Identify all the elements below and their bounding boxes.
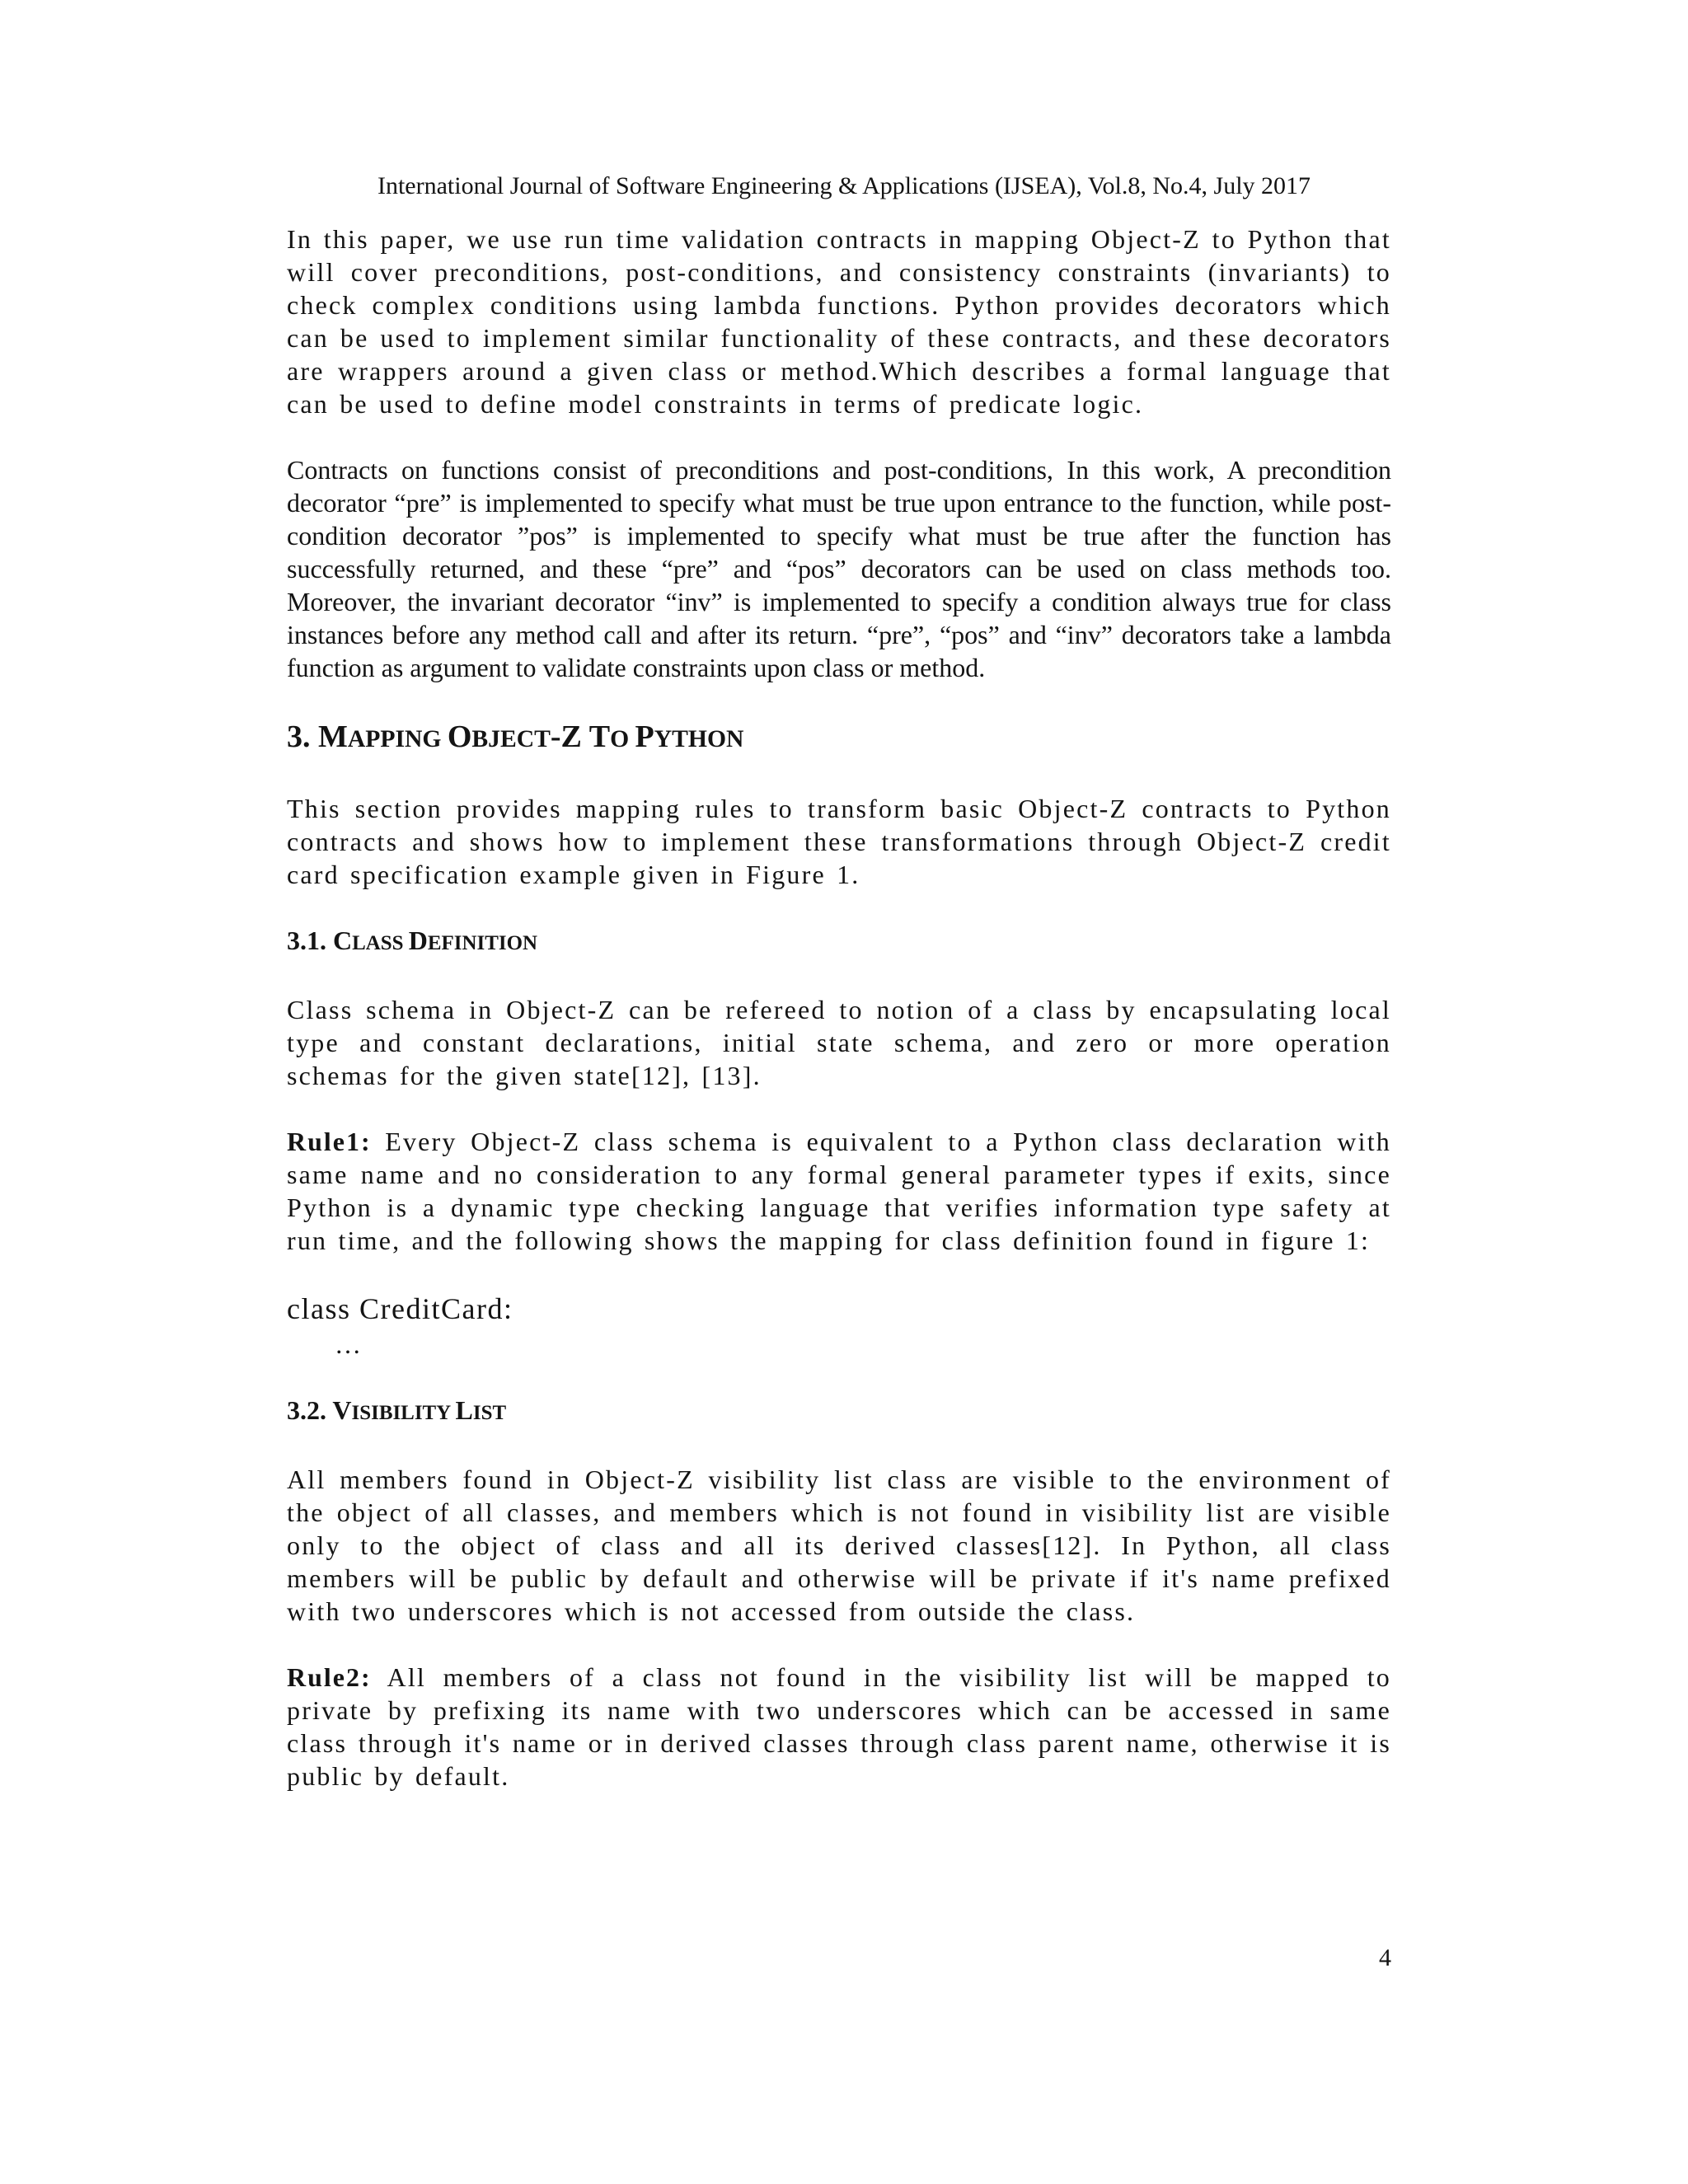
rule-1-text: Every Object-Z class schema is equivalent to a Python class declaration with same name and no consideration to any formal general parameter types if exits, since Python is a dynamic type checking language that verifies information type safety at run time, and the following shows the mapping for class definition found in figure 1: <box>287 1127 1391 1255</box>
rule-2-text: All members of a class not found in the visibility list will be mapped to private by prefixing its name with two underscores which can be accessed in same class through it's name or in derived classes through class parent name, otherwise it is public by default. <box>287 1662 1391 1791</box>
subsection-title: CLASS DEFINITION <box>333 926 538 955</box>
section-3-heading <box>287 717 1391 759</box>
section-3-2-paragraph: All members found in Object-Z visibility list class are visible to the environment of the object of all classes, and members which is not found in visibility list are visible only to the object of class and all its derived classes[12]. In Python, all class members will be public by default and otherwise will be private if it's name prefixed with two underscores which is not accessed from outside the class. <box>287 1465 1391 1626</box>
subsection-number: 3.1. <box>287 926 326 955</box>
code-line-ellipsis: … <box>335 1329 363 1359</box>
page-body <box>287 223 1391 1793</box>
rule-2-label: Rule2: <box>287 1662 372 1692</box>
rule-1-paragraph <box>287 1125 1391 1257</box>
code-sample <box>287 1290 1391 1361</box>
section-3-1-paragraph: Class schema in Object-Z can be refereed to notion of a class by encapsulating local type and constant declarations, initial state schema, and zero or more operation schemas for the given state[12], [13]. <box>287 995 1391 1090</box>
page-number: 4 <box>1379 1944 1391 1971</box>
section-3-paragraph: This section provides mapping rules to transform basic Object-Z contracts to Python contracts and shows how to implement these transformations through Object-Z credit card specification example given in Figure 1. <box>287 794 1391 889</box>
intro-paragraph-2: Contracts on functions consist of preconditions and post-conditions, In this work, A precondition decorator “pre” is implemented to specify what must be true upon entrance to the function, while post-condition decorator ”pos” is implemented to specify what must be true after the function has successfully returned, and these “pre” and “pos” decorators can be used on class methods too. Moreover, the invariant decorator “inv” is implemented to specify a condition always true for class instances before any method call and after its return. “pre”, “pos” and “inv” decorators take a lambda function as argument to validate constraints upon class or method. <box>287 455 1391 682</box>
section-number: 3. <box>287 719 311 754</box>
section-title: MAPPING OBJECT-Z TO PYTHON <box>318 719 744 754</box>
code-line-class: class CreditCard: <box>287 1292 513 1325</box>
section-3-2-heading <box>287 1394 1391 1430</box>
section-3-1-heading <box>287 924 1391 960</box>
intro-paragraph-1: In this paper, we use run time validation contracts in mapping Object-Z to Python that will cover preconditions, post-conditions, and consistency constraints (invariants) to check complex conditions using lambda functions. Python provides decorators which can be used to implement similar functionality of these contracts, and these decorators are wrappers around a given class or method.Which describes a formal language that can be used to define model constraints in terms of predicate logic. <box>287 224 1391 419</box>
running-header: International Journal of Software Engineering & Applications (IJSEA), Vol.8, No.4, July 2017 <box>377 172 1311 199</box>
rule-1-label: Rule1: <box>287 1127 372 1156</box>
subsection-title: VISIBILITY LIST <box>332 1395 507 1425</box>
rule-2-paragraph <box>287 1661 1391 1793</box>
subsection-number: 3.2. <box>287 1395 326 1425</box>
